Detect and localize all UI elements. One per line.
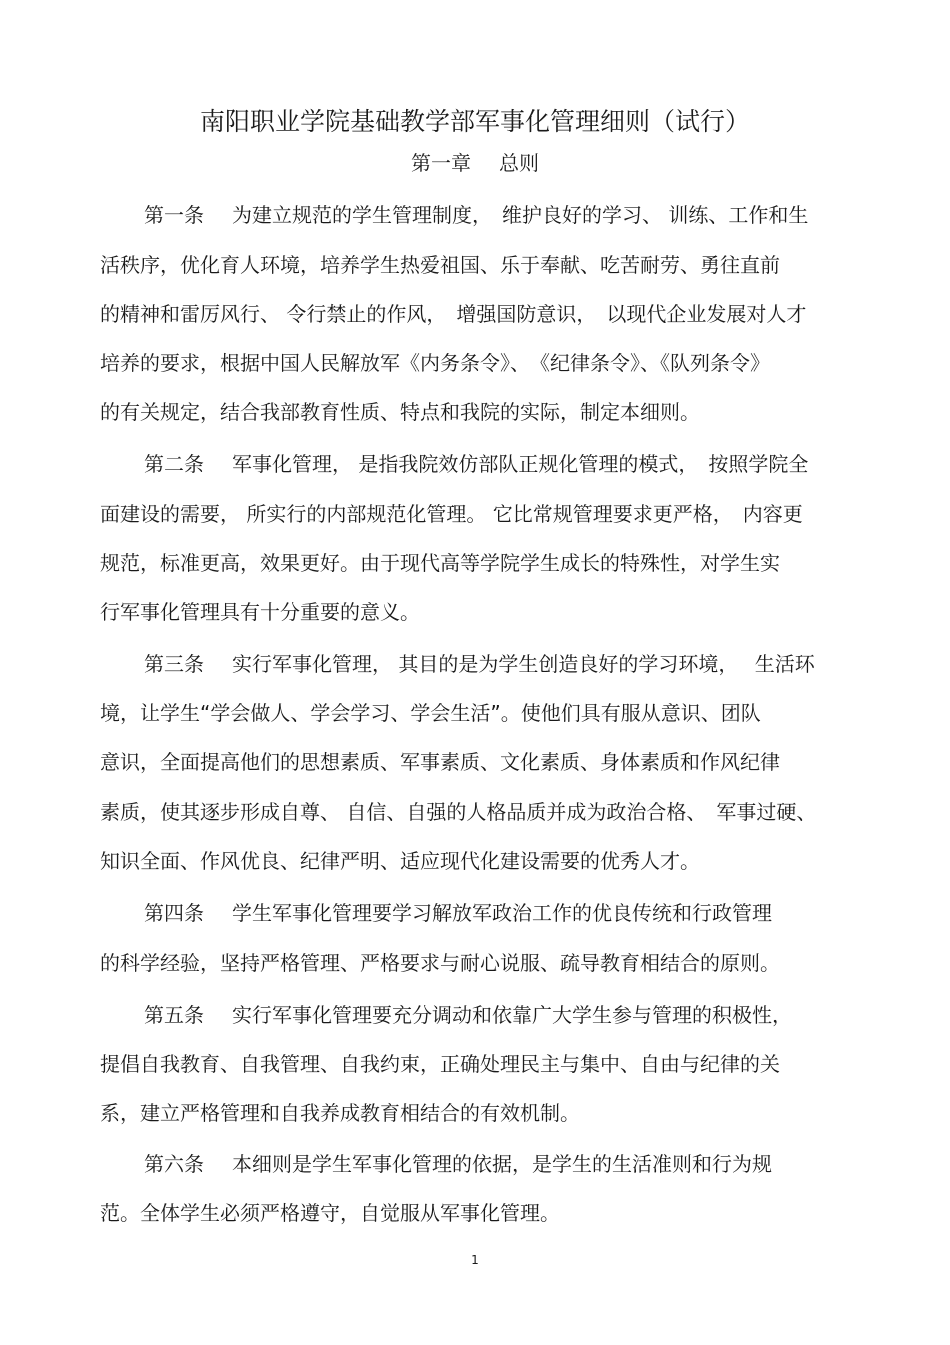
article-number: 第四条 bbox=[144, 901, 204, 925]
page-number: 1 bbox=[471, 1253, 479, 1267]
article-3-line-2: 境，让学生“学会做人、学会学习、学会生活”。使他们具有服从意识、团队 bbox=[100, 701, 761, 725]
article-2-line-4: 行军事化管理具有十分重要的意义。 bbox=[100, 600, 420, 624]
chapter-number: 第一章 bbox=[411, 151, 471, 175]
article-1-line-5: 的有关规定，结合我部教育性质、特点和我院的实际，制定本细则。 bbox=[100, 400, 700, 424]
article-4-line-2: 的科学经验，坚持严格管理、严格要求与耐心说服、疏导教育相结合的原则。 bbox=[100, 951, 780, 975]
article-text: 实行军事化管理要充分调动和依靠广大学生参与管理的积极性， bbox=[232, 1003, 792, 1027]
article-number: 第六条 bbox=[144, 1152, 204, 1176]
article-text: 为建立规范的学生管理制度， 维护良好的学习、 训练、工作和生 bbox=[232, 203, 809, 227]
article-text: 实行军事化管理， 其目的是为学生创造良好的学习环境， 生活环 bbox=[232, 652, 815, 676]
article-4-line-1 bbox=[144, 898, 852, 928]
article-1-line-1 bbox=[144, 200, 852, 230]
article-number: 第一条 bbox=[144, 203, 204, 227]
article-text: 军事化管理， 是指我院效仿部队正规化管理的模式， 按照学院全 bbox=[232, 452, 809, 476]
article-6-line-1 bbox=[144, 1149, 852, 1179]
article-5-line-2: 提倡自我教育、自我管理、自我约束，正确处理民主与集中、自由与纪律的关 bbox=[100, 1052, 780, 1076]
chapter-name: 总则 bbox=[499, 151, 539, 175]
article-3-line-4: 素质，使其逐步形成自尊、 自信、自强的人格品质并成为政治合格、 军事过硬、 bbox=[100, 800, 817, 824]
article-number: 第三条 bbox=[144, 652, 204, 676]
article-2-line-1 bbox=[144, 449, 852, 479]
article-1-line-3: 的精神和雷厉风行、 令行禁止的作风， 增强国防意识， 以现代企业发展对人才 bbox=[100, 302, 807, 326]
article-text: 学生军事化管理要学习解放军政治工作的优良传统和行政管理 bbox=[232, 901, 772, 925]
article-text: 本细则是学生军事化管理的依据，是学生的生活准则和行为规 bbox=[232, 1152, 772, 1176]
article-1-line-2: 活秩序，优化育人环境，培养学生热爱祖国、乐于奉献、吃苦耐劳、勇往直前 bbox=[100, 253, 780, 277]
document-title: 南阳职业学院基础教学部军事化管理细则（试行） bbox=[199, 107, 750, 136]
article-number: 第二条 bbox=[144, 452, 204, 476]
article-5-line-1 bbox=[144, 1000, 852, 1030]
article-5-line-3: 系，建立严格管理和自我养成教育相结合的有效机制。 bbox=[100, 1101, 580, 1125]
chapter-heading bbox=[0, 148, 950, 178]
article-2-line-3: 规范，标准更高，效果更好。由于现代高等学院学生成长的特殊性，对学生实 bbox=[100, 551, 780, 575]
article-3-line-1 bbox=[144, 649, 852, 679]
article-3-line-3: 意识，全面提高他们的思想素质、军事素质、文化素质、身体素质和作风纪律 bbox=[100, 750, 780, 774]
article-2-line-2: 面建设的需要， 所实行的内部规范化管理。 它比常规管理要求更严格， 内容更 bbox=[100, 502, 803, 526]
article-3-line-5: 知识全面、作风优良、纪律严明、适应现代化建设需要的优秀人才。 bbox=[100, 849, 700, 873]
article-1-line-4: 培养的要求，根据中国人民解放军《内务条令》、 《纪律条令》、《队列条令》 bbox=[100, 351, 770, 375]
article-6-line-2: 范。全体学生必须严格遵守，自觉服从军事化管理。 bbox=[100, 1201, 560, 1225]
article-number: 第五条 bbox=[144, 1003, 204, 1027]
